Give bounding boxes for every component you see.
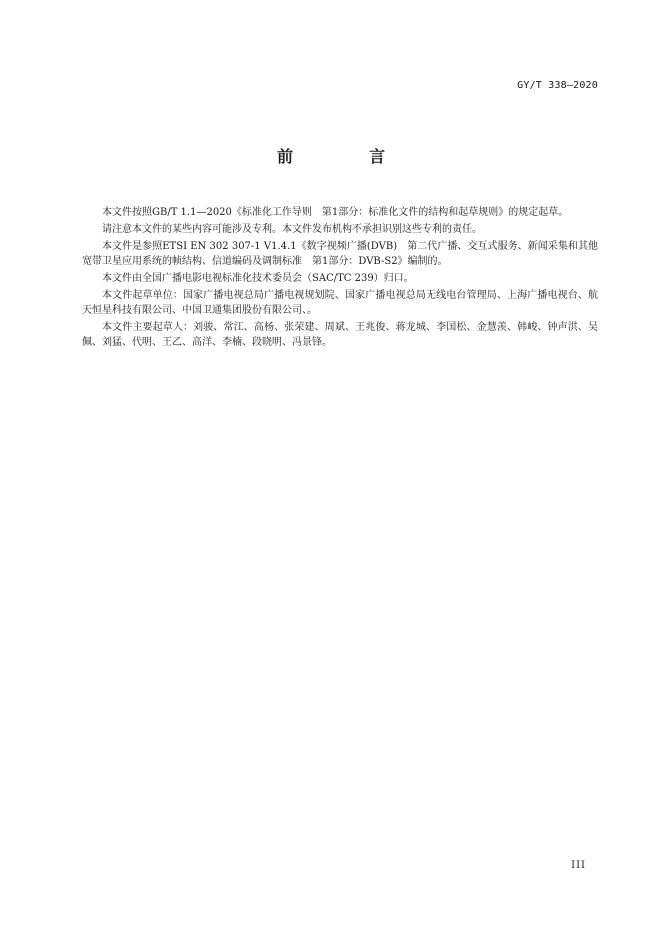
paragraph-drafting-units: 本文件起草单位：国家广播电视总局广播电视规划院、国家广播电视总局无线电台管理局、上海广播电视台、航天恒星科技有限公司、中国卫通集团股份有限公司、。 bbox=[82, 290, 598, 316]
standard-code: GY/T 338—2020 bbox=[517, 80, 598, 91]
foreword-body bbox=[82, 205, 598, 352]
paragraph-drafters: 本文件主要起草人：刘骏、常江、高杨、张荣建、周斌、王兆俊、蒋龙城、李国松、金慧羡、韩峻、钟声洪、吴佩、刘猛、代明、王乙、高洋、李楠、段晓明、冯景锋。 bbox=[82, 322, 598, 348]
paragraph-reference-standard: 本文件是参照ETSI EN 302 307-1 V1.4.1《数字视频广播(DVB) 第二代广播、交互式服务、新闻采集和其他宽带卫星应用系统的帧结构、信道编码及调制标准 第1部分：DVB-S2》编制的。 bbox=[82, 241, 598, 267]
paragraph-committee: 本文件由全国广播电影电视标准化技术委员会（SAC/TC 239）归口。 bbox=[102, 273, 414, 284]
paragraph-patent-notice: 请注意本文件的某些内容可能涉及专利。本文件发布机构不承担识别这些专利的责任。 bbox=[102, 224, 482, 235]
page-title: 前 言 bbox=[276, 147, 415, 166]
page-number: III bbox=[571, 860, 586, 871]
paragraph-drafting-rules: 本文件按照GB/T 1.1—2020《标准化工作导则 第1部分：标准化文件的结构和起草规则》的规定起草。 bbox=[102, 207, 569, 218]
